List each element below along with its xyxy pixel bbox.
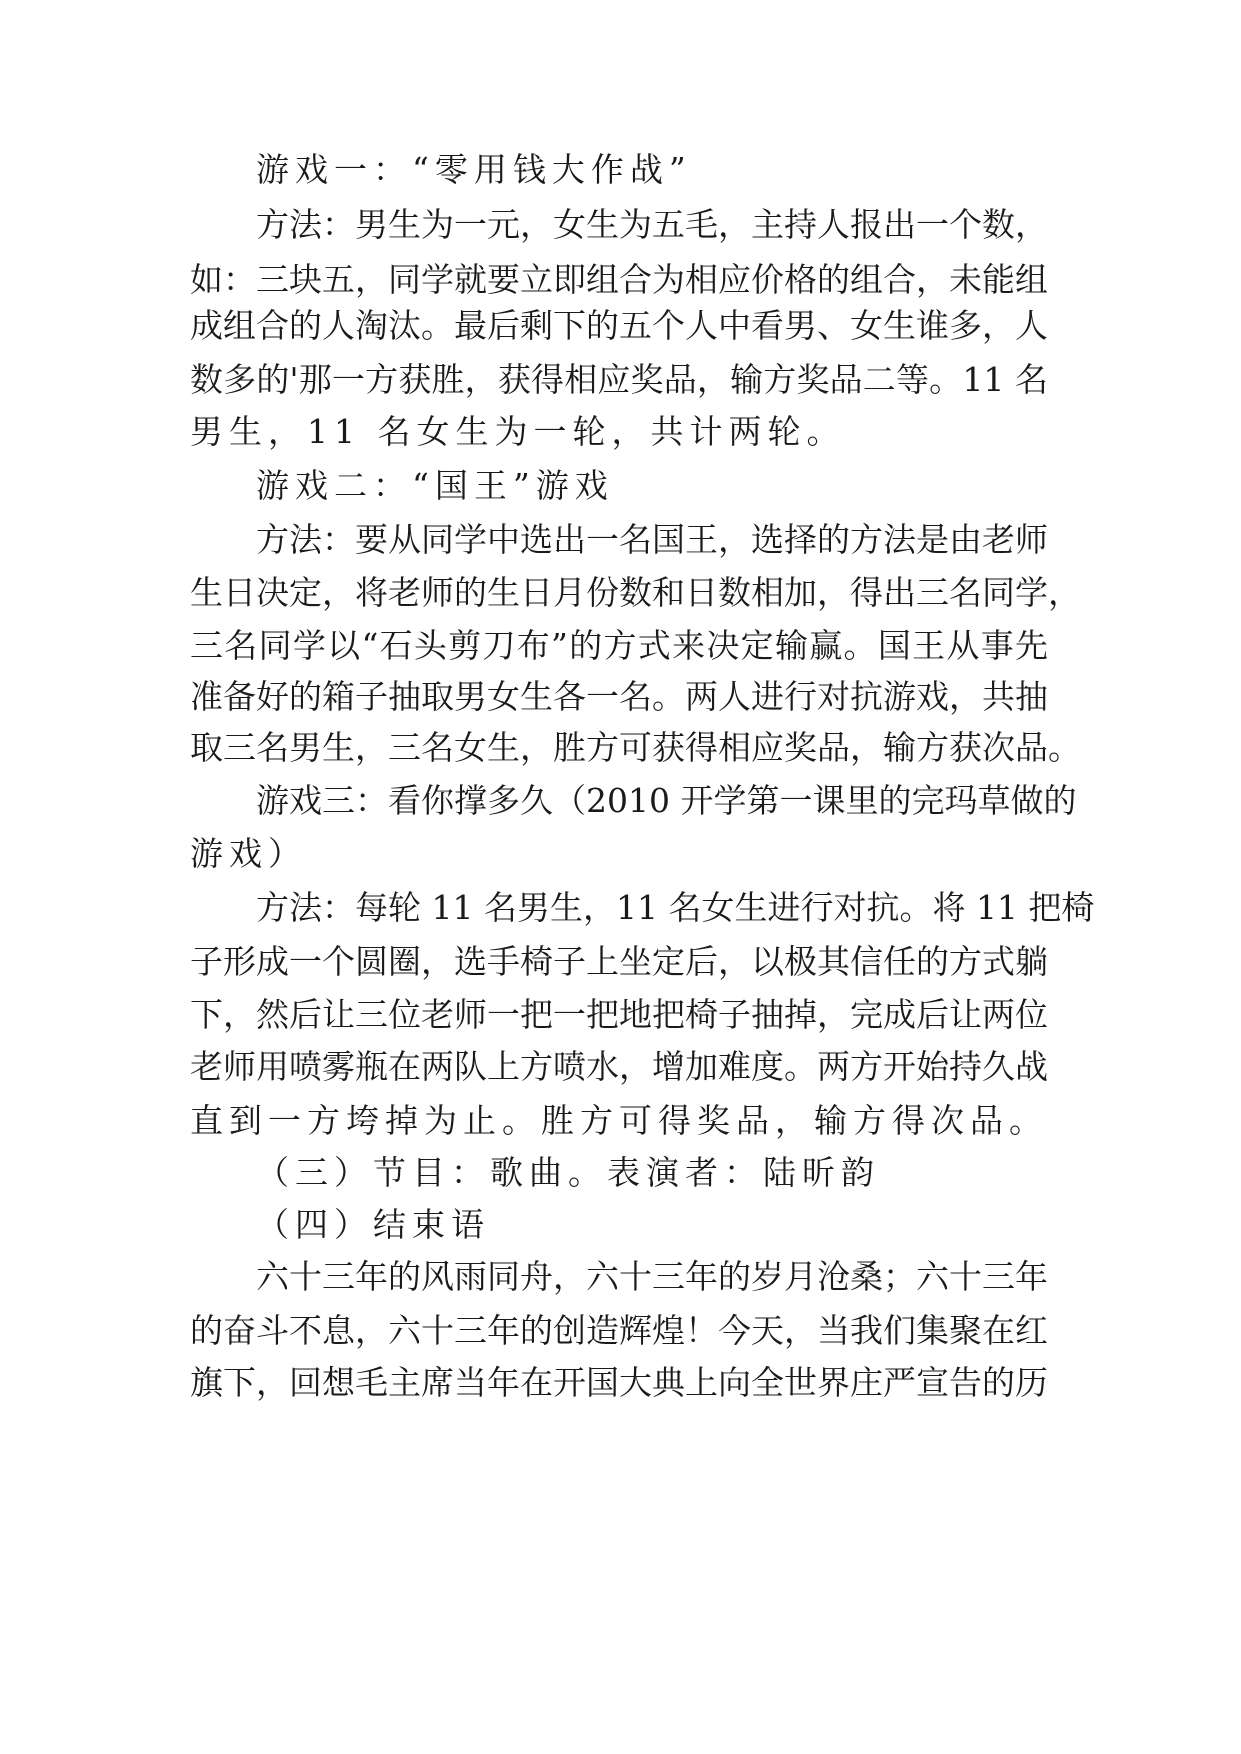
paragraph-line: 六十三年的风雨同舟，六十三年的岁月沧桑；六十三年 (256, 1257, 1048, 1296)
paragraph-line: 成组合的人淘汰。最后剩下的五个人中看男、女生谁多，人 (190, 306, 1048, 345)
paragraph-line: 如：三块五，同学就要立即组合为相应价格的组合，未能组 (190, 260, 1048, 299)
paragraph-line: 下，然后让三位老师一把一把地把椅子抽掉，完成后让两位 (190, 995, 1048, 1034)
paragraph-line: 三名同学以“石头剪刀布”的方式来决定输赢。国王从事先 (190, 626, 1048, 665)
paragraph-line: 直到一方垮掉为止。胜方可得奖品，输方得次品。 (190, 1101, 1048, 1140)
program-item: （三）节目：歌曲。表演者：陆昕韵 (256, 1153, 880, 1192)
paragraph-line: 方法：男生为一元，女生为五毛，主持人报出一个数， (256, 205, 1048, 244)
paragraph-line: 男生，11 名女生为一轮，共计两轮。 (190, 412, 846, 451)
paragraph-line: 准备好的箱子抽取男女生各一名。两人进行对抗游戏，共抽 (190, 677, 1048, 716)
paragraph-line: 老师用喷雾瓶在两队上方喷水，增加难度。两方开始持久战 (190, 1047, 1048, 1086)
game-one-heading: 游戏一：“零用钱大作战” (256, 150, 692, 189)
game-two-heading: 游戏二：“国王”游戏 (256, 466, 614, 505)
paragraph-line: 子形成一个圆圈，选手椅子上坐定后，以极其信任的方式躺 (190, 942, 1048, 981)
paragraph-line: 方法：要从同学中选出一名国王，选择的方法是由老师 (256, 520, 1048, 559)
paragraph-line: 取三名男生，三名女生，胜方可获得相应奖品，输方获次品。 (190, 728, 1081, 767)
paragraph-line: 旗下，回想毛主席当年在开国大典上向全世界庄严宣告的历 (190, 1363, 1048, 1402)
game-three-heading: 游戏三：看你撑多久（2010 开学第一课里的完玛草做的 (256, 781, 1077, 820)
closing-heading: （四）结束语 (256, 1205, 490, 1244)
paragraph-line: 的奋斗不息，六十三年的创造辉煌！今天，当我们集聚在红 (190, 1311, 1048, 1350)
paragraph-line: 游戏） (190, 834, 307, 873)
paragraph-line: 生日决定，将老师的生日月份数和日数相加，得出三名同学， (190, 573, 1081, 612)
paragraph-line: 方法：每轮 11 名男生，11 名女生进行对抗。将 11 把椅 (256, 888, 1095, 927)
paragraph-line: 数多的'那一方获胜，获得相应奖品，输方奖品二等。11 名 (190, 360, 1048, 399)
